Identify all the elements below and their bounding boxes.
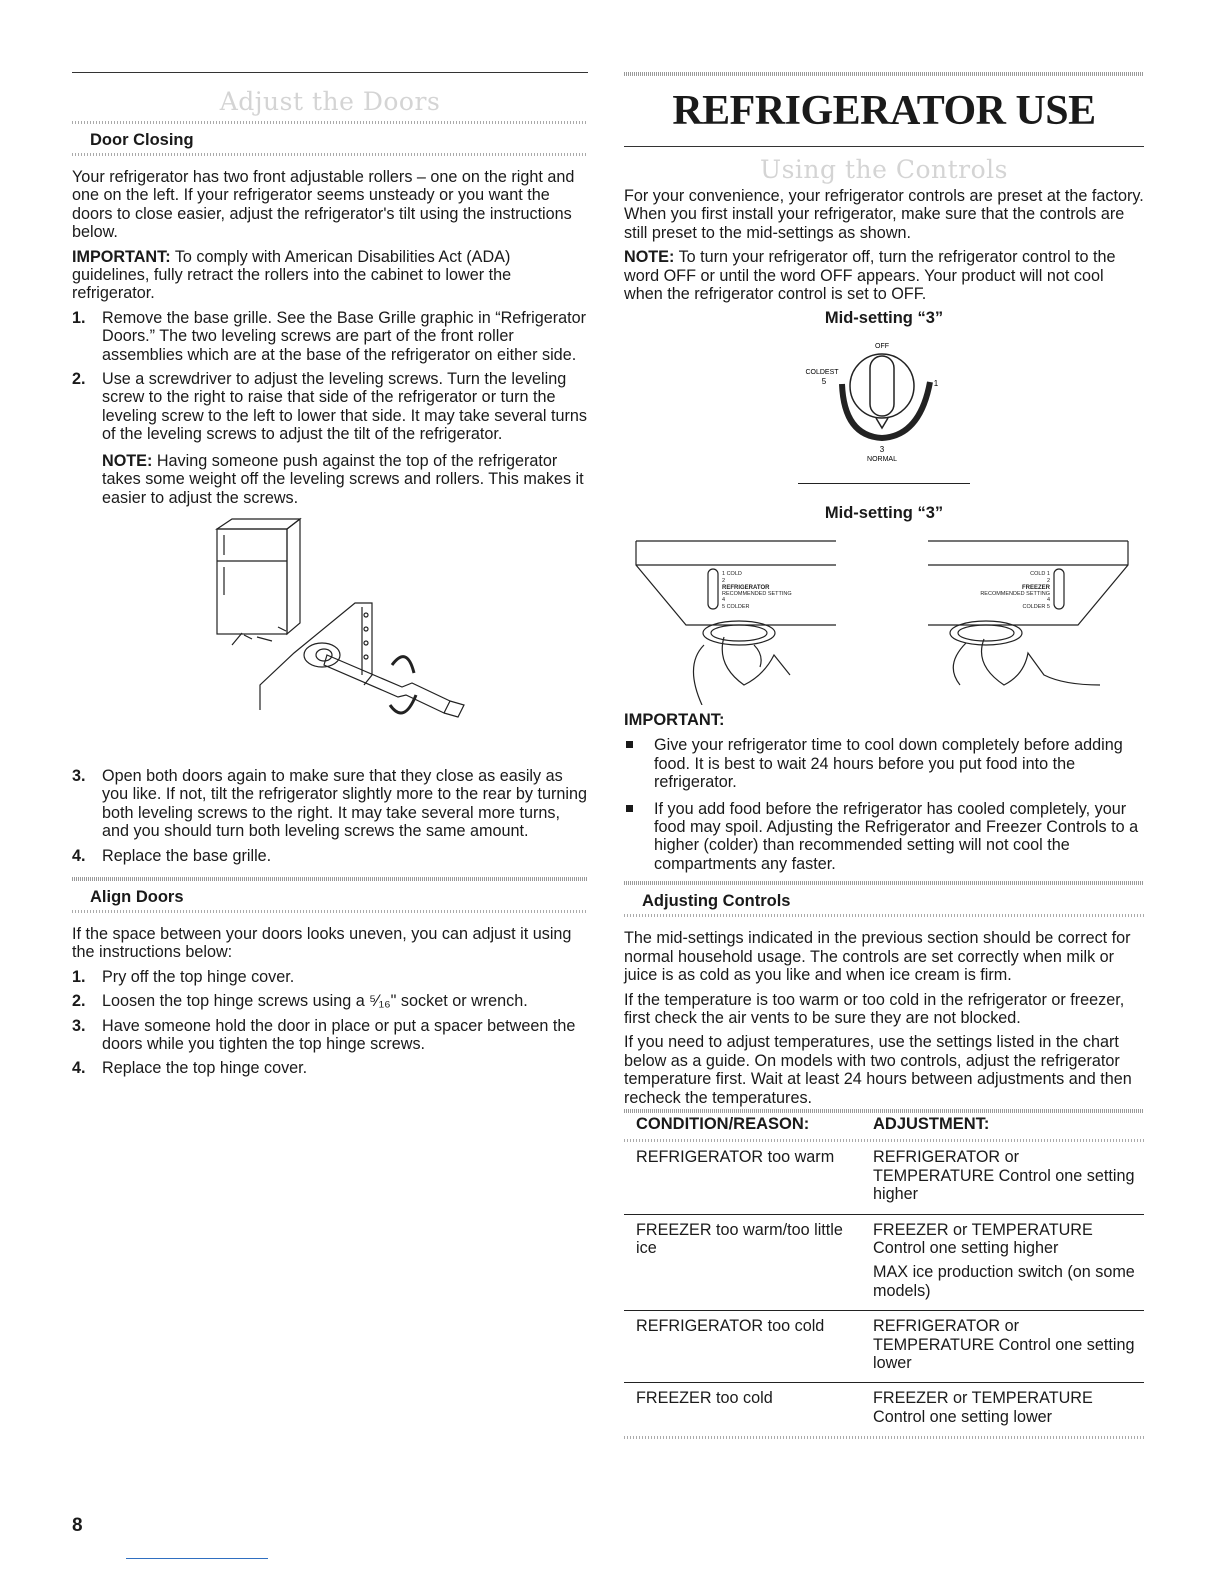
condition-cell: REFRIGERATOR too warm [624, 1142, 861, 1214]
condition-cell: REFRIGERATOR too cold [624, 1311, 861, 1383]
divider [72, 121, 588, 124]
divider [624, 881, 1144, 885]
important-bullets [624, 736, 1144, 873]
left-column [72, 0, 588, 1084]
note-label: NOTE: [102, 451, 153, 470]
step-number: 4. [72, 846, 86, 865]
temperature-dial-illustration [624, 334, 1144, 484]
divider [72, 910, 588, 913]
step-text: Loosen the top hinge screws using a ⁵⁄₁₆" socket or wrench. [102, 992, 528, 1011]
align-doors-intro: If the space between your doors looks uneven, you can adjust it using the instructions below: [72, 924, 572, 962]
adjusting-paragraph: If you need to adjust temperatures, use the settings listed in the chart below as a guide. On models with two controls, adjust the refrigerator temperature first. Wait at least 24 hours between adjustments and then recheck the temperatures. [624, 1033, 1132, 1107]
table-row [624, 1214, 1144, 1311]
section-title-using-controls: Using the Controls [760, 155, 1008, 184]
step-number: 3. [72, 1016, 86, 1035]
bullet-square-icon [626, 741, 633, 748]
bullet-text: If you add food before the refrigerator has cooled completely, your food may spoil. Adjusting the Refrigerator and Freezer Controls to a higher (colder) than recommended setting will not cool the compartments any faster. [654, 799, 1139, 873]
left-panel-two: 2 [722, 578, 726, 585]
dial-one-label: 1 [933, 379, 939, 389]
adjusting-paragraph: The mid-settings indicated in the previous section should be correct for normal household usage. The controls are set correctly when milk or juice is as cold as you like and when ice cream is firm. [624, 929, 1131, 985]
step-number: 2. [72, 992, 86, 1011]
left-panel-title: REFRIGERATOR [722, 585, 770, 592]
top-rule [624, 72, 1144, 76]
align-doors-steps [72, 968, 588, 1078]
leveling-screw-illustration [72, 515, 588, 755]
list-item [72, 1017, 588, 1054]
right-panel-two: 2 [1046, 578, 1050, 585]
step-number: 1. [72, 308, 86, 327]
left-panel-cold: 1 COLD [722, 571, 742, 578]
important-label: IMPORTANT: [72, 247, 171, 266]
step-text: Have someone hold the door in place or put a spacer between the doors while you tighten the top hinge screws. [102, 1016, 576, 1053]
bullet-text: Give your refrigerator time to cool down completely before adding food. It is best to wait 24 hours before you put food into the refrigerator. [654, 736, 1123, 792]
left-panel-four: 4 [722, 597, 726, 604]
right-panel-title: FREEZER [1021, 585, 1050, 592]
adjustment-cell: REFRIGERATOR or TEMPERATURE Control one setting lower [861, 1311, 1144, 1383]
controls-intro: For your convenience, your refrigerator controls are preset at the factory. When you first install your refrigerator, make sure that the controls are still preset to the mid-settings as shown. [624, 187, 1144, 242]
adjustment-cell: REFRIGERATOR or TEMPERATURE Control one setting higher [861, 1142, 1144, 1214]
step-number: 4. [72, 1059, 86, 1078]
condition-cell: FREEZER too cold [636, 1389, 773, 1408]
door-closing-steps-continued [72, 767, 588, 865]
table-row [624, 1383, 1144, 1436]
midsetting-label: Mid-setting “3” [824, 504, 944, 523]
right-column [624, 0, 1144, 1439]
table-header-row [624, 1113, 1144, 1139]
step-text: Pry off the top hinge cover. [102, 967, 295, 986]
list-item [72, 1059, 588, 1077]
footer-rule [126, 1558, 268, 1559]
step-number: 1. [72, 967, 86, 986]
list-item [72, 767, 588, 841]
list-item [624, 800, 1144, 874]
note-label: NOTE: [624, 248, 675, 267]
dial-five-label: 5 [821, 377, 827, 387]
note-text: To turn your refrigerator off, turn the refrigerator control to the word OFF or until the word OFF appears. Your product will not cool when the refrigerator control is set to OFF. [624, 248, 1116, 304]
step-text: Replace the base grille. [102, 846, 272, 865]
note-paragraph [624, 248, 1144, 303]
list-item [624, 736, 1144, 791]
right-panel-four: 4 [1046, 597, 1050, 604]
divider [72, 153, 588, 156]
table-row [624, 1142, 1144, 1214]
note-text: Having someone push against the top of the refrigerator takes some weight off the leveling screws and rollers. This makes it easier to adjust the screws. [102, 451, 584, 507]
dial-three-label: 3 [879, 445, 885, 455]
right-panel-recommended: RECOMMENDED SETTING [980, 591, 1050, 598]
column-header-condition: CONDITION/REASON: [636, 1114, 810, 1133]
midsetting-label: Mid-setting “3” [824, 309, 944, 328]
adjustment-extra: MAX ice production switch (on some models) [873, 1263, 1135, 1300]
list-item [72, 309, 588, 364]
adjustment-cell [861, 1214, 1144, 1311]
section-title-adjust-doors: Adjust the Doors [219, 87, 441, 116]
list-item [72, 992, 588, 1010]
door-closing-intro: Your refrigerator has two front adjustable rollers – one on the right and one on the left. If your refrigerator seems unsteady or you want the doors to close easier, adjust the refrigerator's tilt using the instructions below. [72, 168, 575, 242]
right-panel-cold: COLD 1 [1030, 571, 1050, 578]
heading-adjusting-controls: Adjusting Controls [642, 892, 791, 911]
page-number: 8 [72, 1515, 83, 1536]
divider [72, 877, 588, 881]
right-panel-colder: COLDER 5 [1022, 604, 1050, 611]
door-closing-steps [72, 309, 588, 507]
adjustment-text: FREEZER or TEMPERATURE Control one setting higher [873, 1220, 1093, 1257]
adjustment-cell: FREEZER or TEMPERATURE Control one setting lower [873, 1389, 1093, 1426]
dial-off-label: OFF [875, 343, 889, 351]
slide-controls-illustration [624, 535, 1144, 705]
column-header-adjustment: ADJUSTMENT: [873, 1114, 990, 1133]
table-row [624, 1311, 1144, 1383]
list-item [72, 370, 588, 507]
adjustment-table [624, 1113, 1144, 1436]
step-text: Remove the base grille. See the Base Grille graphic in “Refrigerator Doors.” The two leveling screws are part of the front roller assemblies which are at the base of the refrigerator on either side. [102, 308, 587, 364]
page-title: REFRIGERATOR USE [672, 88, 1096, 134]
left-panel-recommended: RECOMMENDED SETTING [722, 591, 792, 598]
condition-cell: FREEZER too warm/too little ice [624, 1214, 861, 1311]
divider [624, 914, 1144, 917]
important-paragraph [72, 248, 588, 303]
note-paragraph [102, 452, 588, 507]
step-text: Open both doors again to make sure that they close as easily as you like. If not, tilt the refrigerator slightly more to the rear by turning both leveling screws to the right. It may take several more turns, and you should turn both leveling screws the same amount. [102, 766, 587, 841]
step-number: 2. [72, 370, 86, 389]
divider [624, 1436, 1144, 1439]
important-heading: IMPORTANT: [624, 711, 725, 730]
divider [624, 146, 1144, 147]
list-item [72, 968, 588, 986]
heading-door-closing: Door Closing [90, 131, 194, 149]
list-item [72, 847, 588, 865]
dial-coldest-label: COLDEST [805, 369, 839, 377]
step-text: Replace the top hinge cover. [102, 1059, 308, 1078]
heading-align-doors: Align Doors [90, 887, 184, 906]
dial-normal-label: NORMAL [867, 456, 897, 464]
left-panel-colder: 5 COLDER [722, 604, 750, 611]
adjusting-paragraph: If the temperature is too warm or too cold in the refrigerator or freezer, first check the air vents to be sure they are not blocked. [624, 990, 1125, 1027]
step-number: 3. [72, 766, 86, 785]
important-text: To comply with American Disabilities Act (ADA) guidelines, fully retract the rollers into the cabinet to lower the refrigerator. [72, 247, 512, 303]
top-rule [72, 72, 588, 73]
step-text: Use a screwdriver to adjust the leveling screws. Turn the leveling screw to the right to raise that side of the refrigerator or turn the leveling screw to the left to lower that side. It may take several turns of the leveling screws to adjust the tilt of the refrigerator. [102, 370, 587, 444]
bullet-square-icon [626, 805, 633, 812]
